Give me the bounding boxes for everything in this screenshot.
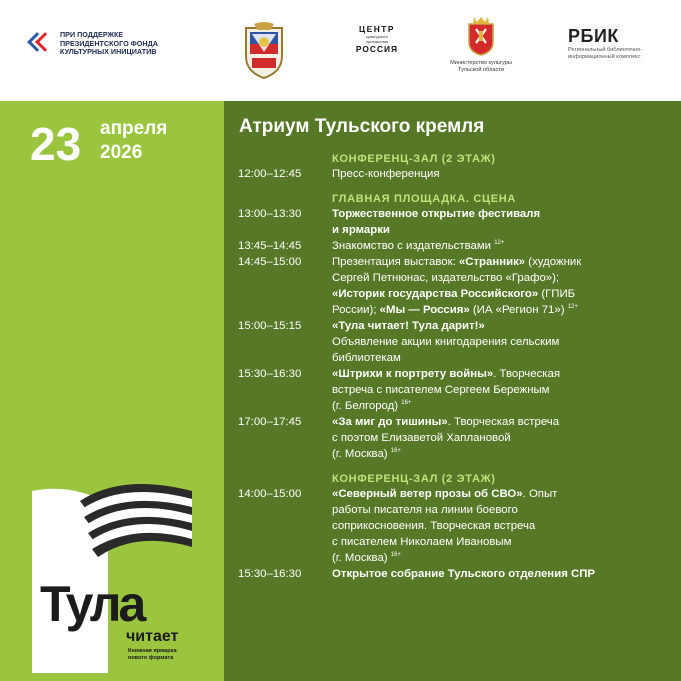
event-time [238, 446, 332, 462]
schedule-row [238, 534, 668, 550]
event-description [332, 206, 668, 222]
event-description [332, 446, 668, 462]
schedule-row [238, 270, 668, 286]
event-time [238, 350, 332, 366]
schedule-panel [224, 101, 681, 681]
center-logo-line: РОССИЯ [355, 44, 399, 54]
event-text: Знакомство с издательствами [332, 240, 495, 252]
schedule-row [238, 398, 668, 414]
date-month: апреля [100, 118, 168, 139]
brand-tag: нового формата [128, 655, 174, 661]
section-spacer [238, 182, 668, 192]
rbik-line: информационный комплекс [568, 54, 641, 60]
event-text: «Северный ветер прозы об СВО» [332, 488, 523, 500]
event-text: работы писателя на линии боевого [332, 504, 518, 516]
brand-title: Тула [40, 576, 144, 632]
schedule-row [238, 486, 668, 502]
schedule-row [238, 334, 668, 350]
event-time [238, 270, 332, 286]
event-time: 17:00–17:45 [238, 416, 302, 428]
ministry-logo [436, 16, 526, 74]
schedule-row [238, 550, 668, 566]
age-rating: 12+ [567, 304, 578, 311]
age-rating: 12+ [494, 240, 505, 247]
schedule-row [238, 414, 668, 430]
date-day: 23 [30, 118, 82, 170]
brand-subtitle: читает [126, 628, 179, 645]
event-text: с писателем Николаем Ивановым [332, 536, 512, 548]
event-text: «Тула читает! Тула дарит!» [332, 320, 485, 332]
age-rating: 16+ [390, 552, 401, 559]
schedule-row [238, 206, 668, 222]
schedule-row [238, 318, 668, 334]
ministry-line: Министерство культуры [450, 60, 512, 66]
event-time [238, 222, 332, 238]
event-description [332, 302, 668, 318]
event-text: «За миг до тишины» [332, 416, 448, 428]
rbik-title: РБИК [568, 26, 619, 46]
center-logo-sub: притяжения [365, 39, 389, 44]
event-text: (г. Москва) [332, 448, 391, 460]
event-text: . Творческая встреча [447, 416, 560, 428]
event-time [238, 286, 332, 302]
schedule-row [238, 238, 668, 254]
event-text: Сергей Петнюнас, издательство «Графо»); [332, 272, 560, 284]
date-year: 2026 [100, 142, 143, 163]
event-time [238, 430, 332, 446]
center-logo-line: ЦЕНТР [359, 24, 395, 34]
event-description [332, 502, 668, 518]
event-time: 14:00–15:00 [238, 488, 302, 500]
event-text: с поэтом Елизаветой Хаплановой [332, 432, 511, 444]
event-time: 14:45–15:00 [238, 256, 302, 268]
event-text: «Штрихи к портрету войны» [332, 368, 494, 380]
center-russia-logo [352, 24, 402, 54]
rbik-logo [568, 26, 642, 61]
event-description [332, 486, 668, 502]
crest-badge-icon [240, 22, 288, 80]
schedule-row [238, 430, 668, 446]
tula-reads-logo [22, 473, 212, 673]
rbik-line: Региональный библиотечно- [568, 47, 643, 53]
event-description [332, 254, 668, 270]
event-time: 13:45–14:45 [238, 240, 302, 252]
section-spacer [238, 462, 668, 472]
age-rating: 16+ [401, 400, 412, 407]
event-time: 15:30–16:30 [238, 368, 302, 380]
event-text: . Опыт [522, 488, 558, 500]
event-time [238, 502, 332, 518]
event-text: Объявление акции книгодарения сельским [332, 336, 560, 348]
schedule-row [238, 566, 668, 582]
event-description [332, 566, 668, 582]
schedule-row [238, 446, 668, 462]
event-description [332, 334, 668, 350]
age-rating: 16+ [390, 448, 401, 455]
section-title: КОНФЕРЕНЦ-ЗАЛ (2 ЭТАЖ) [332, 473, 496, 485]
event-time [238, 534, 332, 550]
event-text: Открытое собрание Тульского отделения СПР [332, 568, 596, 580]
schedule-row [238, 350, 668, 366]
pfki-mark-icon [30, 33, 54, 55]
event-time [238, 398, 332, 414]
event-description [332, 366, 668, 382]
center-logo-sub: культурного [366, 34, 388, 39]
schedule-row [238, 254, 668, 270]
event-description [332, 350, 668, 366]
event-text: Презентация выставок: [332, 256, 459, 268]
event-description [332, 222, 668, 238]
section-title: ГЛАВНАЯ ПЛОЩАДКА. СЦЕНА [332, 193, 517, 205]
event-description [332, 270, 668, 286]
event-text: и ярмарки [332, 224, 390, 236]
schedule-row [238, 302, 668, 318]
event-text: Торжественное открытие фестиваля [332, 208, 541, 220]
left-panel [0, 101, 224, 681]
event-description [332, 414, 668, 430]
schedule-row [238, 518, 668, 534]
event-description [332, 238, 668, 254]
header [0, 0, 681, 101]
pfki-line: ПРЕЗИДЕНТСКОГО ФОНДА [60, 38, 158, 48]
event-text: библиотекам [332, 352, 401, 364]
pfki-line: ПРИ ПОДДЕРЖКЕ [60, 30, 124, 39]
event-text: (г. Москва) [332, 552, 391, 564]
event-description [332, 534, 668, 550]
event-time: 12:00–12:45 [238, 168, 302, 180]
schedule [238, 152, 668, 582]
event-description [332, 398, 668, 414]
event-text: (ИА «Регион 71») [469, 304, 568, 316]
schedule-row [238, 502, 668, 518]
pfki-line: КУЛЬТУРНЫХ ИНИЦИАТИВ [60, 47, 157, 57]
event-text: Пресс-конференция [332, 168, 440, 180]
event-text: «Странник» [458, 256, 526, 268]
venue-title: Атриум Тульского кремля [239, 116, 485, 137]
event-text: (ГПИБ [538, 288, 576, 300]
event-time [238, 550, 332, 566]
event-time [238, 334, 332, 350]
event-text: соприкосновения. Творческая встреча [332, 520, 536, 532]
event-time: 15:00–15:15 [238, 320, 302, 332]
schedule-row [238, 382, 668, 398]
brand-tag: Книжная ярмарка [128, 648, 177, 654]
event-text: России); [332, 304, 380, 316]
event-time: 13:00–13:30 [238, 208, 302, 220]
event-description [332, 318, 668, 334]
event-text: (г. Белгород) [332, 400, 402, 412]
schedule-row [238, 286, 668, 302]
section-title: КОНФЕРЕНЦ-ЗАЛ (2 ЭТАЖ) [332, 153, 496, 165]
event-description [332, 166, 668, 182]
event-description [332, 382, 668, 398]
event-time [238, 302, 332, 318]
schedule-row [238, 166, 668, 182]
event-time [238, 382, 332, 398]
ministry-line: Тульской области [458, 67, 504, 73]
event-description [332, 518, 668, 534]
event-time [238, 518, 332, 534]
tula-crest-icon [465, 16, 497, 56]
event-description [332, 430, 668, 446]
event-text: «Историк государства Российского» [332, 288, 539, 300]
event-text: . Творческая [493, 368, 561, 380]
event-text: «Мы — Россия» [379, 304, 470, 316]
schedule-row [238, 366, 668, 382]
event-description [332, 286, 668, 302]
pfki-logo [30, 31, 158, 57]
event-text: встреча с писателем Сергеем Бережным [332, 384, 550, 396]
event-time: 15:30–16:30 [238, 568, 302, 580]
schedule-row [238, 222, 668, 238]
event-text: (художник [525, 256, 582, 268]
event-description [332, 550, 668, 566]
